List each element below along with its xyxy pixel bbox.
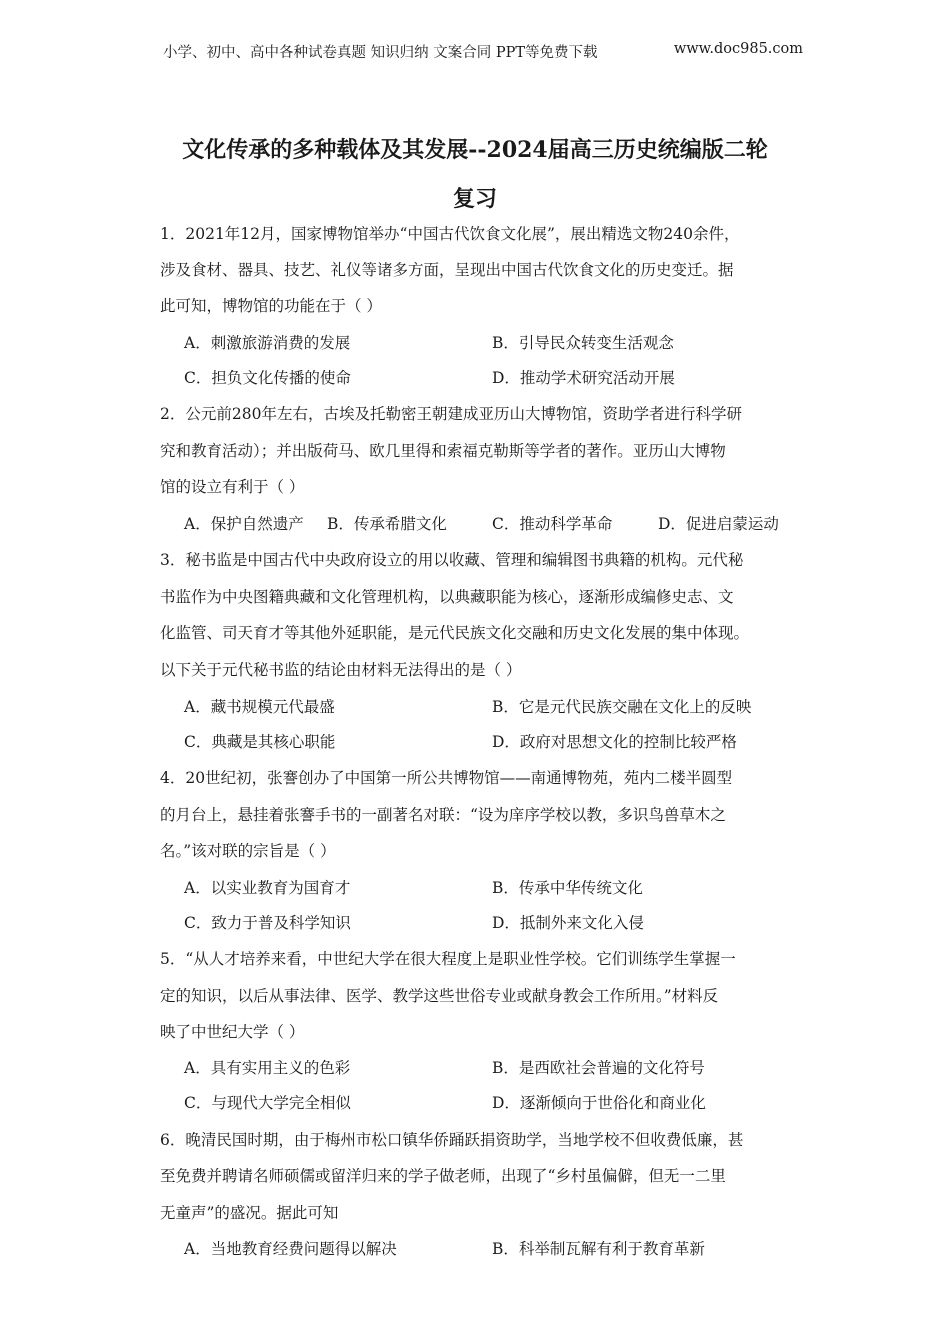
- question-3-line-4: 以下关于元代秘书监的结论由材料无法得出的是（ ）: [160, 661, 522, 679]
- question-5-option-d: D．逐渐倾向于世俗化和商业化: [492, 1094, 706, 1112]
- question-1-option-b: B．引导民众转变生活观念: [492, 334, 674, 352]
- question-5-option-c: C．与现代大学完全相似: [184, 1094, 351, 1112]
- page-header: [163, 41, 803, 62]
- question-1-option-c: C．担负文化传播的使命: [184, 369, 351, 387]
- question-1-line-1: 1．2021年12月，国家博物馆举办“中国古代饮食文化展”，展出精选文物240余件，: [160, 225, 740, 243]
- question-6-line-2: 至免费并聘请名师硕儒或留洋归来的学子做老师，出现了“乡村虽偏僻，但无一二里: [160, 1167, 726, 1185]
- question-4-option-d: D．抵制外来文化入侵: [492, 914, 644, 932]
- question-3-option-d: D．政府对思想文化的控制比较严格: [492, 733, 737, 751]
- question-4-line-2: 的月台上，悬挂着张謇手书的一副著名对联：“设为庠序学校以教，多识鸟兽草木之: [160, 806, 726, 824]
- header-url-text: www.doc985.com: [673, 41, 803, 57]
- question-6-line-3: 无童声”的盛况。据此可知: [160, 1204, 339, 1222]
- header-left-text: 小学、初中、高中各种试卷真题 知识归纳 文案合同 PPT等免费下载: [163, 45, 598, 61]
- question-1-option-a: A．刺激旅游消费的发展: [184, 334, 351, 352]
- question-4-option-a: A．以实业教育为国育才: [184, 879, 351, 897]
- question-2-line-2: 究和教育活动）；并出版荷马、欧几里得和索福克勒斯等学者的著作。亚历山大博物: [160, 442, 726, 460]
- question-3-option-c: C．典藏是其核心职能: [184, 733, 336, 751]
- question-1-line-3: 此可知，博物馆的功能在于（ ）: [160, 297, 382, 315]
- question-1-line-2: 涉及食材、器具、技艺、礼仪等诸多方面，呈现出中国古代饮食文化的历史变迁。据: [160, 261, 734, 279]
- question-3-line-1: 3．秘书监是中国古代中央政府设立的用以收藏、管理和编辑图书典籍的机构。元代秘: [160, 551, 744, 569]
- question-3-line-3: 化监管、司天育才等其他外延职能，是元代民族文化交融和历史文化发展的集中体现。: [160, 624, 750, 642]
- question-2-option-d: D．促进启蒙运动: [658, 515, 779, 533]
- question-6-line-1: 6．晚清民国时期，由于梅州市松口镇华侨踊跃捐资助学，当地学校不但收费低廉，甚: [160, 1131, 744, 1149]
- question-2-option-b: B．传承希腊文化: [327, 515, 447, 533]
- question-6-option-a: A．当地教育经费问题得以解决: [184, 1240, 397, 1258]
- question-5-line-3: 映了中世纪大学（ ）: [160, 1023, 305, 1041]
- question-4-line-3: 名。”该对联的宗旨是（ ）: [160, 842, 336, 860]
- question-3-option-b: B．它是元代民族交融在文化上的反映: [492, 698, 752, 716]
- question-4-option-c: C．致力于普及科学知识: [184, 914, 351, 932]
- question-3-line-2: 书监作为中央图籍典藏和文化管理机构，以典藏职能为核心，逐渐形成编修史志、文: [160, 588, 734, 606]
- question-5-line-2: 定的知识，以后从事法律、医学、教学这些世俗专业或献身教会工作所用。”材料反: [160, 987, 719, 1005]
- question-6-option-b: B．科举制瓦解有利于教育革新: [492, 1240, 705, 1258]
- question-4-option-b: B．传承中华传统文化: [492, 879, 643, 897]
- question-1-option-d: D．推动学术研究活动开展: [492, 369, 675, 387]
- question-5-line-1: 5．“从人才培养来看，中世纪大学在很大程度上是职业性学校。它们训练学生掌握一: [160, 950, 736, 968]
- question-5-option-b: B．是西欧社会普遍的文化符号: [492, 1059, 705, 1077]
- question-2-option-c: C．推动科学革命: [492, 515, 613, 533]
- question-2-option-a: A．保护自然遗产: [184, 515, 304, 533]
- document-title-line-2: 复习: [452, 186, 497, 212]
- question-2-line-3: 馆的设立有利于（ ）: [160, 478, 305, 496]
- question-4-line-1: 4．20世纪初，张謇创办了中国第一所公共博物馆——南通博物苑，苑内二楼半圆型: [160, 769, 733, 787]
- question-5-option-a: A．具有实用主义的色彩: [184, 1059, 351, 1077]
- question-3-option-a: A．藏书规模元代最盛: [184, 698, 335, 716]
- document-title-line-1: 文化传承的多种载体及其发展--2024届高三历史统编版二轮: [182, 137, 768, 163]
- question-2-line-1: 2．公元前280年左右，古埃及托勒密王朝建成亚历山大博物馆，资助学者进行科学研: [160, 405, 742, 423]
